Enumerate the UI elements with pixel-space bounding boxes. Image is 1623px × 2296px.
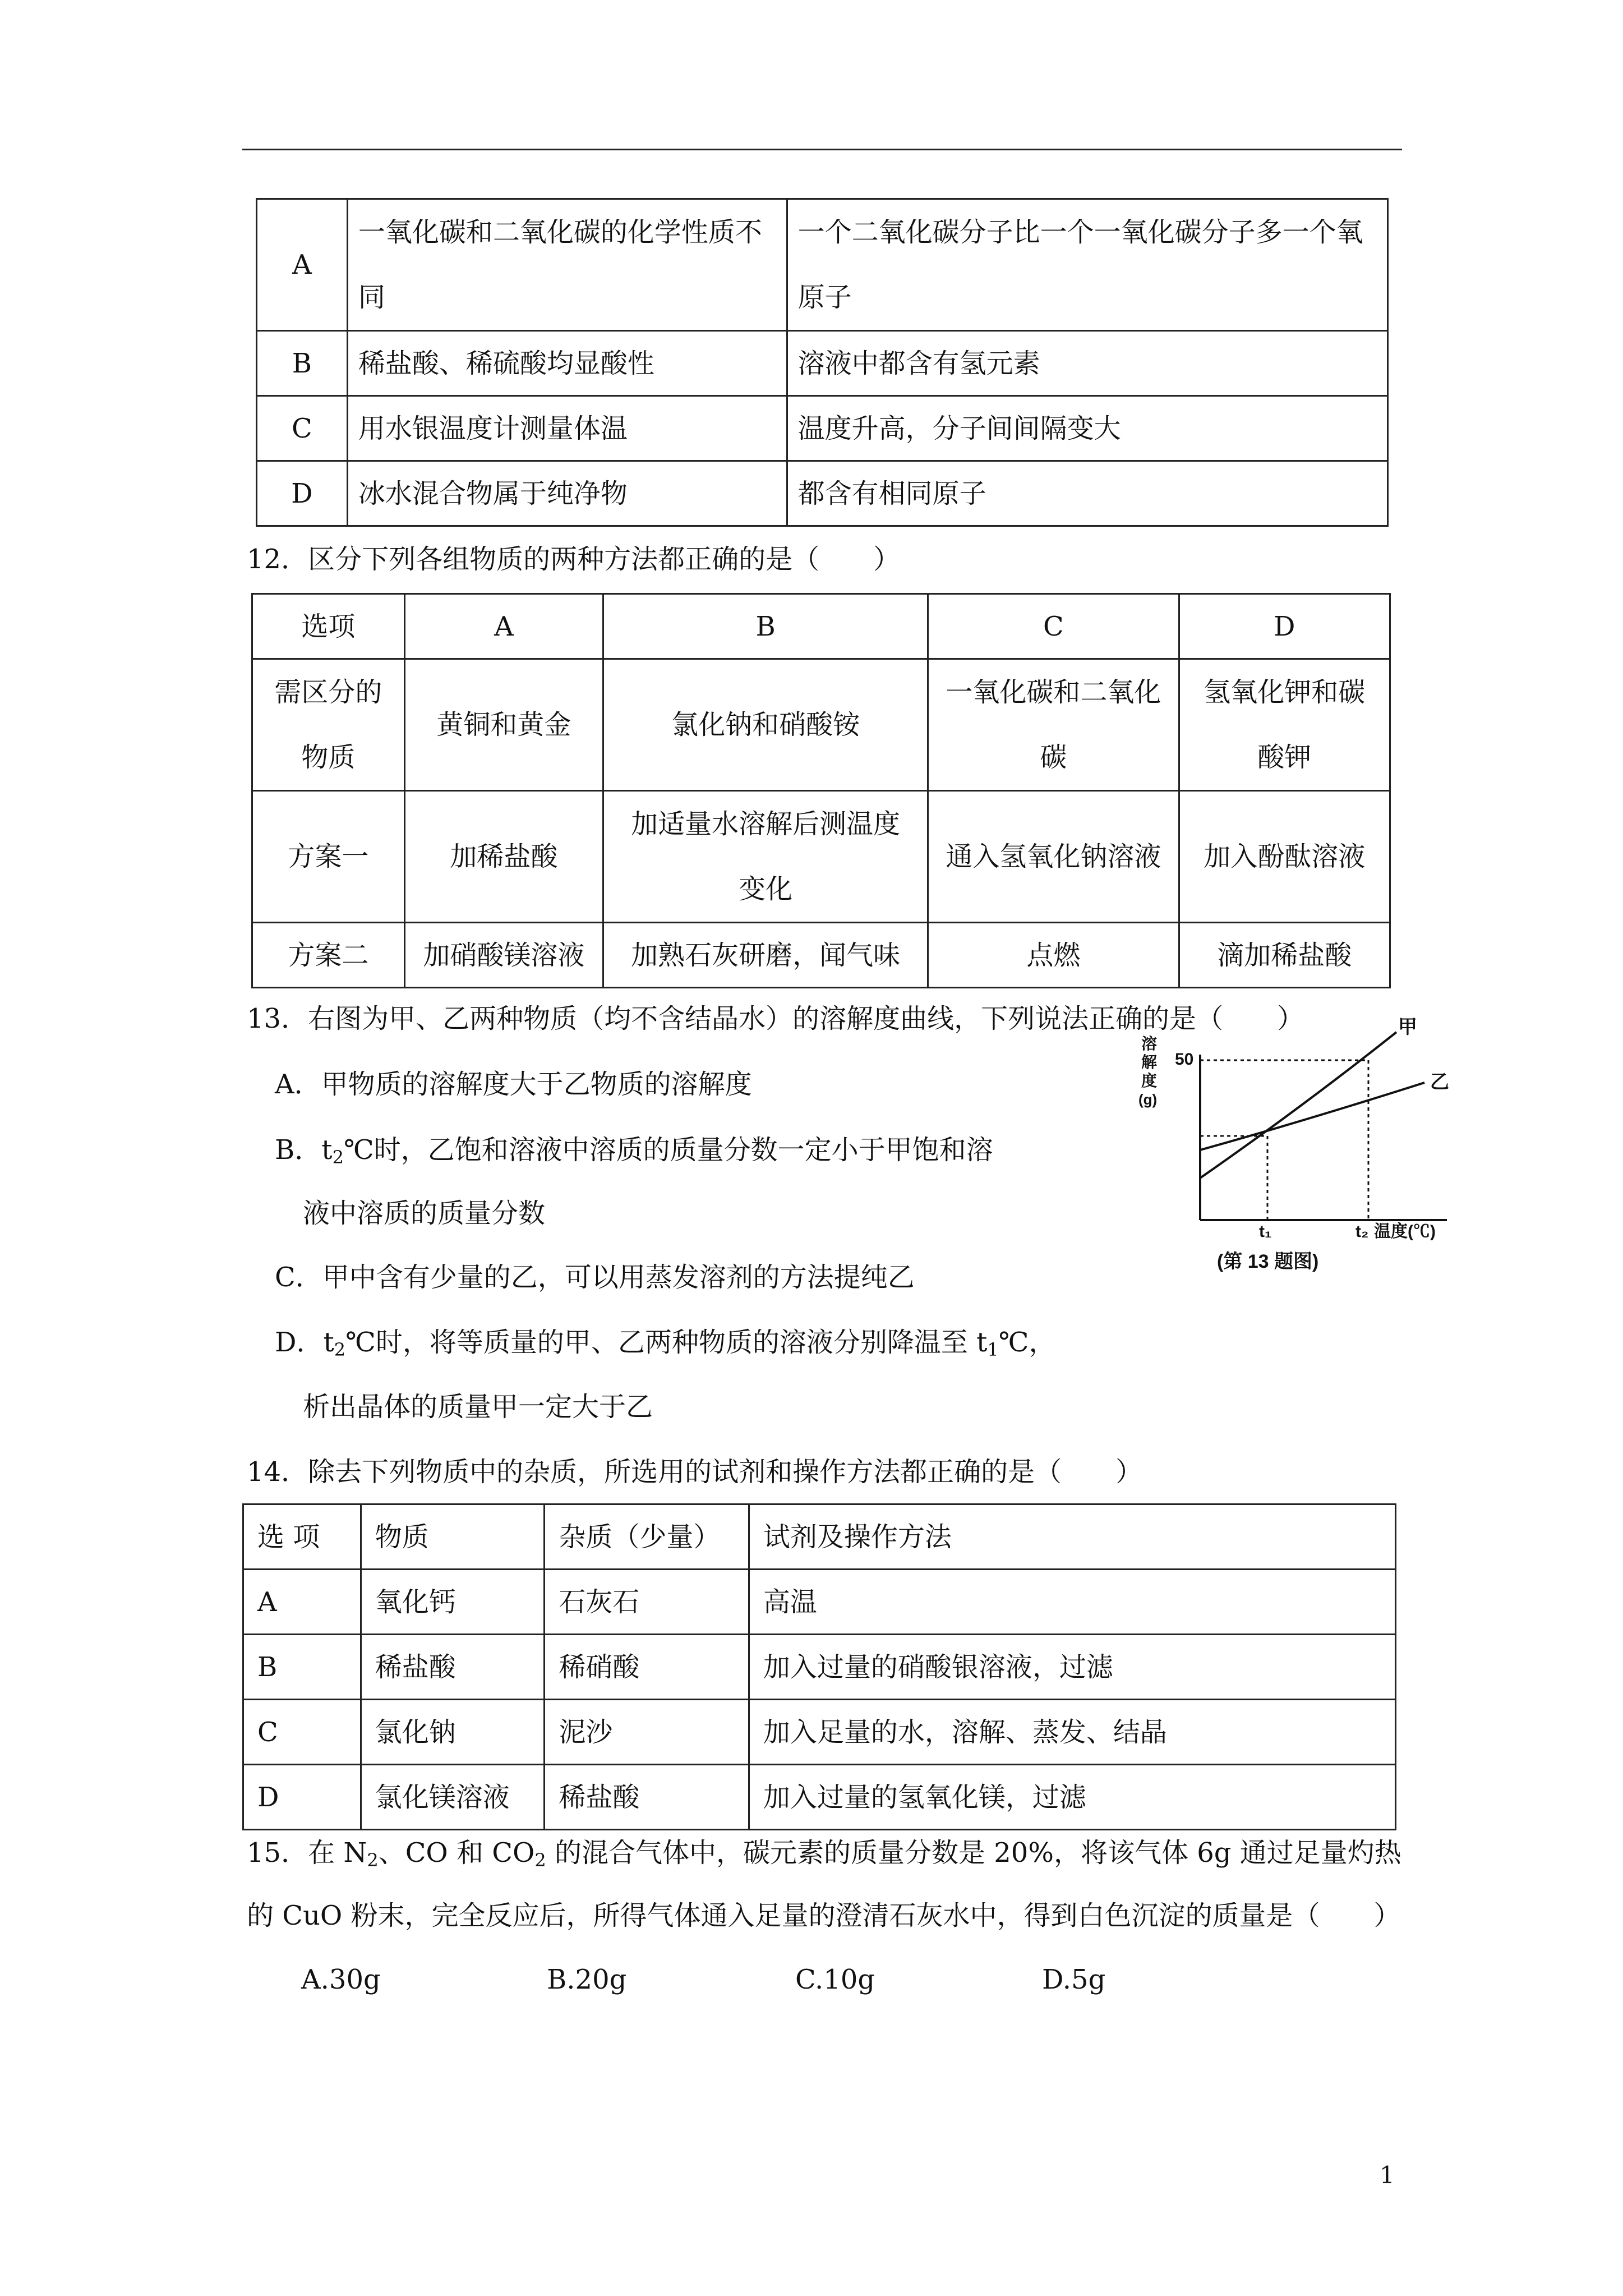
option-cell: C: [243, 1700, 361, 1765]
table-row: [243, 1700, 1396, 1765]
data-cell: 黄铜和黄金: [404, 659, 603, 791]
explain-cell: 温度升高，分子间间隔变大: [787, 396, 1387, 461]
table-row: [252, 923, 1390, 988]
y-axis-label-2: 解: [1141, 1053, 1158, 1071]
q15-option-c: C.10g: [795, 1964, 875, 1995]
header-rule: [242, 149, 1402, 150]
table-row: [243, 1570, 1396, 1635]
data-cell: 加硝酸镁溶液: [404, 923, 603, 988]
explain-cell: 都含有相同原子: [787, 461, 1387, 526]
data-cell: 氯化镁溶液: [361, 1765, 545, 1830]
option-cell: C: [257, 396, 348, 461]
data-cell: 加入过量的硝酸银溶液，过滤: [749, 1635, 1395, 1700]
data-cell: 加稀盐酸: [404, 791, 603, 923]
curve-yi: [1200, 1083, 1424, 1150]
table-row: [252, 659, 1390, 791]
x-axis-label: 温度(℃): [1374, 1222, 1436, 1241]
data-cell: 石灰石: [545, 1570, 749, 1635]
q15-stem-line1: 15．在 $N_2$、CO 和 $CO_2$ 的混合气体中，碳元素的质量分数是 20%，将该气体 6g 通过足量灼热: [247, 1837, 1401, 1871]
data-cell: 滴加稀盐酸: [1179, 923, 1390, 988]
table-q14: [242, 1503, 1396, 1830]
data-cell: 加入足量的水，溶解、蒸发、结晶: [749, 1700, 1395, 1765]
data-cell: 加入过量的氢氧化镁，过滤: [749, 1765, 1395, 1830]
fact-cell: 一氧化碳和二氧化碳的化学性质不同: [347, 199, 787, 331]
data-cell: 稀硝酸: [545, 1635, 749, 1700]
option-cell: B: [257, 331, 348, 396]
y-axis-label-1: 溶: [1141, 1035, 1158, 1052]
data-cell: 加熟石灰研磨，闻气味: [603, 923, 928, 988]
data-cell: 氢氧化钾和碳酸钾: [1179, 659, 1390, 791]
curve-jia: [1200, 1032, 1396, 1178]
table-row: [257, 199, 1388, 331]
q13-option-d-line2: 析出晶体的质量甲一定大于乙: [303, 1391, 653, 1423]
option-cell: A: [257, 199, 348, 331]
data-cell: 高温: [749, 1570, 1395, 1635]
q15-option-a: A.30g: [301, 1964, 381, 1995]
table-q12: [251, 593, 1391, 988]
q12-stem: 12．区分下列各组物质的两种方法都正确的是（ ）: [247, 544, 901, 575]
y-axis-label-4: (g): [1138, 1091, 1158, 1108]
header-cell: A: [404, 594, 603, 659]
figure-caption: (第 13 题图): [1217, 1251, 1319, 1272]
fact-cell: 冰水混合物属于纯净物: [347, 461, 787, 526]
explain-cell: 溶液中都含有氢元素: [787, 331, 1387, 396]
q13-option-b-line1: B．$t_2℃$时，乙饱和溶液中溶质的质量分数一定小于甲饱和溶: [275, 1134, 993, 1168]
option-cell: B: [243, 1635, 361, 1700]
data-cell: 稀盐酸: [545, 1765, 749, 1830]
row-label-cell: 方案二: [252, 923, 405, 988]
x-tick-t2: t₂: [1355, 1222, 1369, 1241]
header-cell: 杂质（少量）: [545, 1504, 749, 1570]
header-cell: D: [1179, 594, 1390, 659]
q13-option-b-line2: 液中溶质的质量分数: [303, 1198, 546, 1229]
header-cell: 选 项: [243, 1504, 361, 1570]
fact-cell: 稀盐酸、稀硫酸均显酸性: [347, 331, 787, 396]
q13-option-a: A．甲物质的溶解度大于乙物质的溶解度: [275, 1069, 752, 1100]
fact-cell: 用水银温度计测量体温: [347, 396, 787, 461]
table-q11: [256, 198, 1389, 527]
page-number: 1: [1380, 2161, 1395, 2189]
row-label-cell: 需区分的物质: [252, 659, 405, 791]
q15-stem-line2: 的 CuO 粉末，完全反应后，所得气体通入足量的澄清石灰水中，得到白色沉淀的质量是（ ）: [247, 1900, 1401, 1931]
data-cell: 加入酚酞溶液: [1179, 791, 1390, 923]
table-row: [257, 461, 1388, 526]
row-label-cell: 方案一: [252, 791, 405, 923]
data-cell: 氯化钠和硝酸铵: [603, 659, 928, 791]
data-cell: 氯化钠: [361, 1700, 545, 1765]
table-row: [243, 1635, 1396, 1700]
data-cell: 点燃: [928, 923, 1179, 988]
option-cell: D: [257, 461, 348, 526]
header-cell: 选项: [252, 594, 405, 659]
data-cell: 氧化钙: [361, 1570, 545, 1635]
x-tick-t1: t₁: [1259, 1222, 1272, 1241]
data-cell: 加适量水溶解后测温度变化: [603, 791, 928, 923]
header-cell: 物质: [361, 1504, 545, 1570]
data-cell: 一氧化碳和二氧化碳: [928, 659, 1179, 791]
series-label-yi: 乙: [1430, 1071, 1449, 1093]
table-row: [257, 331, 1388, 396]
option-cell: D: [243, 1765, 361, 1830]
table-row: [252, 791, 1390, 923]
data-cell: 泥沙: [545, 1700, 749, 1765]
explain-cell: 一个二氧化碳分子比一个一氧化碳分子多一个氧原子: [787, 199, 1387, 331]
q13-option-d-line1: D．$t_2℃$时，将等质量的甲、乙两种物质的溶液分别降温至 $t_1℃$，: [275, 1327, 1056, 1360]
y-axis-label-3: 度: [1141, 1072, 1158, 1089]
data-cell: 稀盐酸: [361, 1635, 545, 1700]
table-row: [252, 594, 1390, 659]
solubility-curve-figure: [1133, 1010, 1481, 1285]
q15-option-b: B.20g: [547, 1964, 627, 1995]
table-row: [257, 396, 1388, 461]
header-cell: C: [928, 594, 1179, 659]
data-cell: 通入氢氧化钠溶液: [928, 791, 1179, 923]
header-cell: B: [603, 594, 928, 659]
q13-option-c: C．甲中含有少量的乙，可以用蒸发溶剂的方法提纯乙: [275, 1262, 915, 1293]
q15-option-d: D.5g: [1042, 1964, 1106, 1995]
y-tick-50: 50: [1175, 1050, 1194, 1069]
q13-stem: 13．右图为甲、乙两种物质（均不含结晶水）的溶解度曲线，下列说法正确的是（ ）: [247, 1003, 1304, 1034]
table-row: [243, 1504, 1396, 1570]
option-cell: A: [243, 1570, 361, 1635]
series-label-jia: 甲: [1398, 1016, 1417, 1038]
table-row: [243, 1765, 1396, 1830]
header-cell: 试剂及操作方法: [749, 1504, 1395, 1570]
q14-stem: 14．除去下列物质中的杂质，所选用的试剂和操作方法都正确的是（ ）: [247, 1456, 1143, 1488]
